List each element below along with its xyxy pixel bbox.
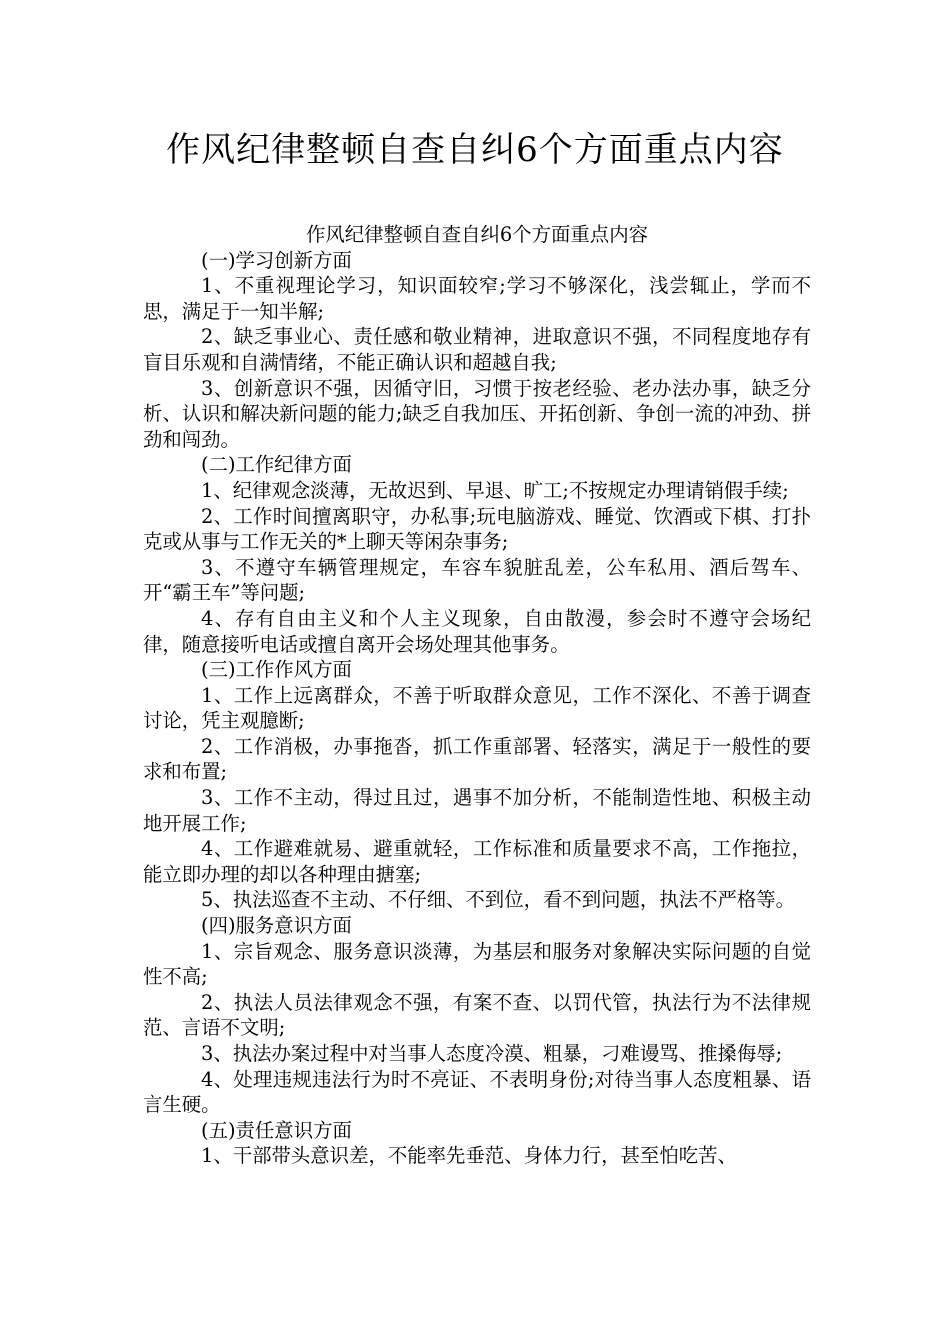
paragraph: 3、不遵守车辆管理规定，车容车貌脏乱差，公车私用、酒后驾车、开“霸王车”等问题; bbox=[143, 555, 811, 605]
paragraph: 4、处理违规违法行为时不亮证、不表明身份;对待当事人态度粗暴、语言生硬。 bbox=[143, 1067, 811, 1117]
section-heading-discipline: (二)工作纪律方面 bbox=[201, 453, 352, 477]
paragraph: 2、执法人员法律观念不强，有案不查、以罚代管，执法行为不法律规范、言语不文明; bbox=[143, 990, 811, 1040]
section-heading-study: (一)学习创新方面 bbox=[201, 248, 352, 272]
paragraph: 3、创新意识不强，因循守旧，习惯于按老经验、老办法办事，缺乏分析、认识和解决新问题的能力;缺乏自我加压、开拓创新、争创一流的冲劲、拼劲和闯劲。 bbox=[143, 376, 811, 451]
paragraph: 2、工作消极，办事拖沓，抓工作重部署、轻落实，满足于一般性的要求和布置; bbox=[143, 734, 811, 784]
paragraph: 1、工作上远离群众，不善于听取群众意见，工作不深化、不善于调查讨论，凭主观臆断; bbox=[143, 683, 811, 733]
section-heading-responsibility: (五)责任意识方面 bbox=[201, 1118, 352, 1142]
section-heading-service: (四)服务意识方面 bbox=[201, 914, 352, 938]
paragraph: 4、存有自由主义和个人主义现象，自由散漫，参会时不遵守会场纪律，随意接听电话或擅自离开会场处理其他事务。 bbox=[143, 606, 811, 656]
document-subtitle: 作风纪律整顿自查自纠6个方面重点内容 bbox=[306, 223, 648, 246]
document-body bbox=[143, 222, 811, 1169]
paragraph: 1、纪律观念淡薄，无故迟到、早退、旷工;不按规定办理请销假手续; bbox=[201, 478, 789, 502]
paragraph: 1、宗旨观念、服务意识淡薄，为基层和服务对象解决实际问题的自觉性不高; bbox=[143, 939, 811, 989]
paragraph: 2、缺乏事业心、责任感和敬业精神，进取意识不强，不同程度地存有盲目乐观和自满情绪，不能正确认识和超越自我; bbox=[143, 325, 811, 374]
paragraph: 3、工作不主动，得过且过，遇事不加分析，不能制造性地、积极主动地开展工作; bbox=[143, 786, 811, 835]
document-title: 作风纪律整顿自查自纠6个方面重点内容 bbox=[166, 130, 784, 170]
paragraph: 4、工作避难就易、避重就轻，工作标准和质量要求不高，工作拖拉，能立即办理的却以各种理由搪塞; bbox=[143, 837, 811, 886]
section-heading-work-style: (三)工作作风方面 bbox=[201, 658, 352, 682]
paragraph: 2、工作时间擅离职守，办私事;玩电脑游戏、睡觉、饮酒或下棋、打扑克或从事与工作无关的*上聊天等闲杂事务; bbox=[143, 504, 811, 554]
paragraph: 3、执法办案过程中对当事人态度冷漠、粗暴，刁难谩骂、推搡侮辱; bbox=[201, 1042, 783, 1065]
paragraph: 5、执法巡查不主动、不仔细、不到位，看不到问题，执法不严格等。 bbox=[201, 888, 796, 912]
paragraph: 1、不重视理论学习，知识面较窄;学习不够深化，浅尝辄止，学而不思，满足于一知半解; bbox=[143, 274, 811, 323]
paragraph: 1、干部带头意识差，不能率先垂范、身体力行，甚至怕吃苦、 bbox=[201, 1144, 737, 1168]
